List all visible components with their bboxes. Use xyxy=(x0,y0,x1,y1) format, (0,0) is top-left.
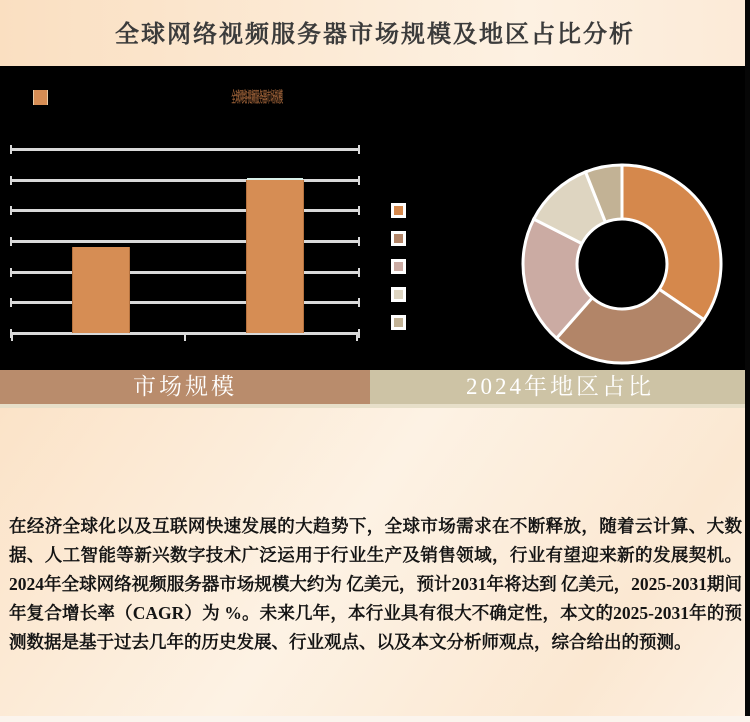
gridline-cap xyxy=(10,237,12,246)
gridline-cap xyxy=(10,206,12,215)
gridline xyxy=(12,179,358,182)
donut-hole xyxy=(577,219,667,309)
bottom-region xyxy=(0,408,750,716)
bar-plot xyxy=(12,149,358,333)
gridline xyxy=(12,301,358,304)
donut-legend xyxy=(391,203,406,343)
gridline-cap xyxy=(358,145,360,154)
bar-legend-swatch xyxy=(33,90,48,105)
chart-region xyxy=(0,66,750,370)
gridline xyxy=(12,209,358,212)
gridline-cap xyxy=(358,298,360,307)
gridline-cap xyxy=(358,176,360,185)
title-band xyxy=(0,0,750,66)
donut-chart xyxy=(512,154,732,374)
gridline xyxy=(12,148,358,151)
bottom-edge-strip xyxy=(0,716,750,722)
gridline-cap xyxy=(10,268,12,277)
bar-top-highlight xyxy=(247,178,303,180)
donut-legend-swatch-3 xyxy=(391,259,406,274)
watermark-squeezed-text: 全球网络视频服务器市场规模 xyxy=(231,90,283,106)
donut-legend-swatch-4 xyxy=(391,287,406,302)
donut-legend-swatch-1 xyxy=(391,203,406,218)
bar-1 xyxy=(72,247,130,333)
page-title: 全球网络视频服务器市场规模及地区占比分析 xyxy=(115,22,635,48)
donut-svg xyxy=(512,154,732,374)
bar-2 xyxy=(246,180,304,333)
gridline-cap xyxy=(358,268,360,277)
tab-market-size[interactable]: 市场规模 xyxy=(0,370,370,404)
x-axis-tick xyxy=(356,335,358,341)
x-axis-tick xyxy=(184,335,186,341)
description-paragraph: 在经济全球化以及互联网快速发展的大趋势下，全球市场需求在不断释放，随着云计算、大数据、人工智能等新兴数字技术广泛运用于行业生产及销售领域，行业有望迎来新的发展契机。2024年全球网络视频服务器市场规模大约为 亿美元，预计2031年将达到 亿美元，2025-2031期间年复合增长率（CAGR）为 %。未来几年，本行业具有很大不确定性，本文的2025-2031年的预测数据是基于过去几年的历史发展、行业观点、以及本文分析师观点，综合给出的预测。 xyxy=(9,516,742,652)
gridline-cap xyxy=(358,329,360,338)
tab-region-share[interactable]: 2024年地区占比 xyxy=(370,370,750,404)
x-axis-tick xyxy=(11,335,13,341)
gridline-cap xyxy=(10,298,12,307)
gridline-cap xyxy=(358,237,360,246)
gridline-cap xyxy=(10,145,12,154)
watermark xyxy=(166,86,306,107)
gridline-cap xyxy=(358,206,360,215)
right-border xyxy=(745,0,750,716)
gridline-cap xyxy=(10,176,12,185)
donut-legend-swatch-2 xyxy=(391,231,406,246)
tab-bar xyxy=(0,370,750,404)
donut-legend-swatch-5 xyxy=(391,315,406,330)
gridline xyxy=(12,271,358,274)
gridline xyxy=(12,240,358,243)
